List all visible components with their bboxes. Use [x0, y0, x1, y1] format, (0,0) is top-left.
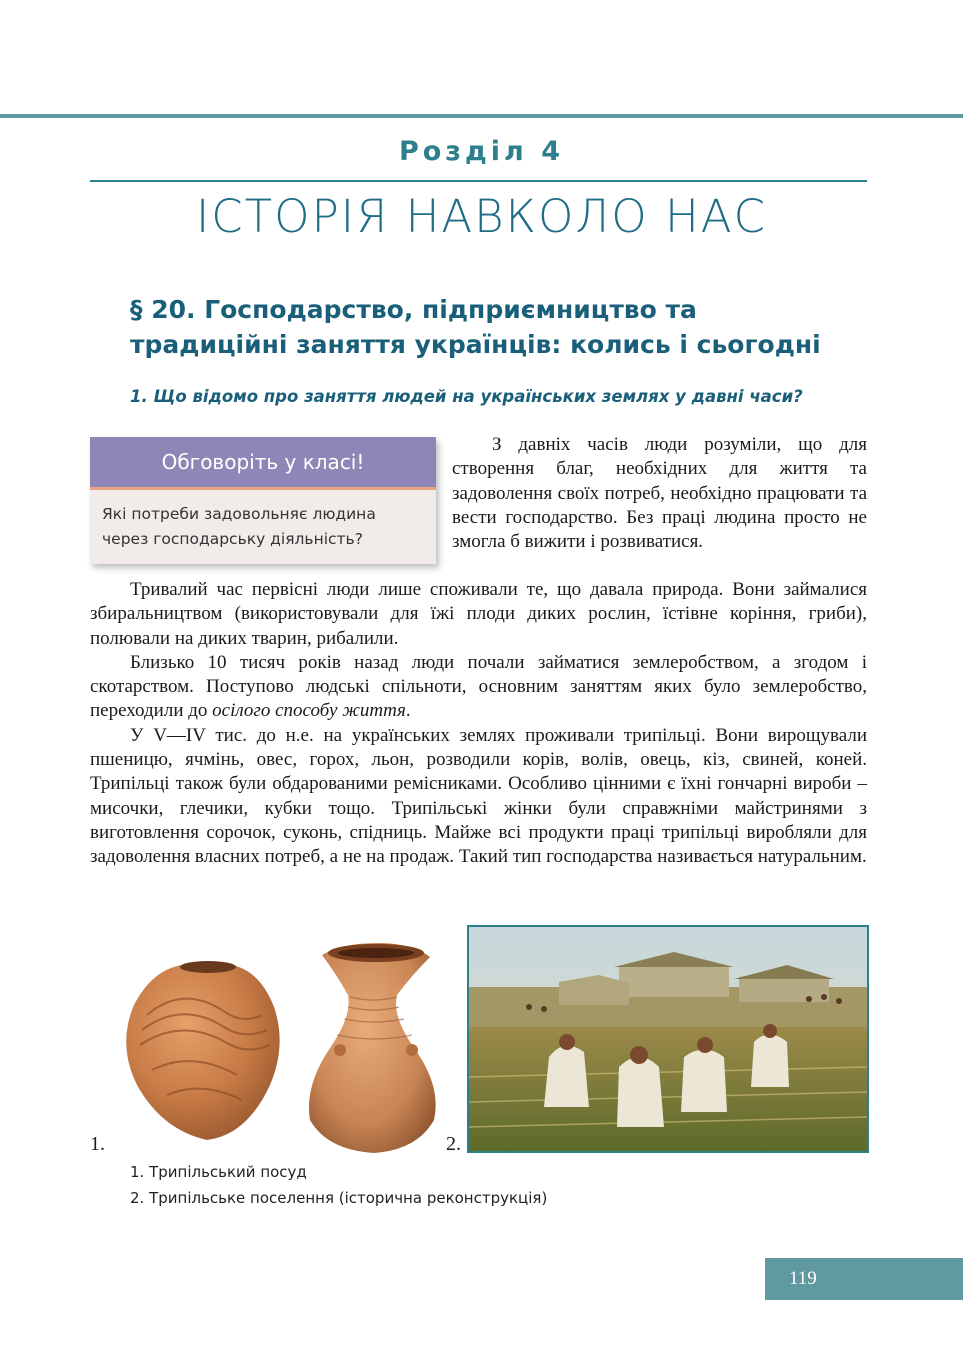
- title-rule: [90, 180, 867, 182]
- discuss-text: Які потреби задовольняє людина через господарську діяльність?: [102, 505, 376, 548]
- trypillian-settlement-image: [467, 925, 869, 1153]
- intro-paragraph: З давніх часів люди розуміли, що для створення благ, необхідних для життя та задоволення своїх потреб, необхідно працювати та вести господарство. Без праці людина просто не змогла б вижити і розвиватися.: [452, 434, 867, 553]
- body-paragraph-2: [90, 651, 867, 724]
- p2-end: .: [405, 700, 411, 722]
- p2-start: Близько 10 тисяч років назад люди почали займатися землеробством, а згодом і скотарством. Поступово людські спільноти, основним заняттям яких було землеробство, переходили до: [90, 651, 867, 722]
- p2-italic: осілого способу життя: [212, 700, 406, 722]
- main-text: [90, 578, 867, 870]
- body-paragraph-3: У V—IV тис. до н.е. на українських землях проживали трипільці. Вони вирощували пшеницю, ячмінь, овес, горох, льон, розводили корів, волів, овець, кіз, свиней, коней. Трипільці також були обдарованими ремісниками. Особливо цінними є їхні гончарні вироби – мисочки, глечики, кубки тощо. Трипільські жінки були справжніми майстринями з виготовлення сорочок, суконь, спідниць. Майже всі продукти праці трипільці виробляли для задоволення власних потреб, а не на продаж. Такий тип господарства називається натуральним.: [90, 724, 867, 868]
- figure-2-number: 2.: [446, 1133, 461, 1155]
- paragraph-title-line1: § 20. Господарство, підприємництво та: [130, 295, 697, 324]
- caption-1: 1. Трипільський посуд: [130, 1163, 307, 1181]
- discuss-box: [90, 437, 436, 564]
- section-label: Розділ 4: [398, 136, 565, 167]
- paragraph-title: [130, 292, 890, 362]
- figure-1-number: 1.: [90, 1133, 105, 1155]
- trypillian-pottery-image: [112, 935, 452, 1160]
- page-number: 119: [765, 1258, 963, 1300]
- question-heading: 1. Що відомо про заняття людей на українських землях у давні часи?: [130, 387, 803, 406]
- discuss-heading: Обговоріть у класі!: [90, 437, 436, 490]
- body-paragraph-1: Тривалий час первісні люди лише споживали те, що давала природа. Вони займалися збиральництвом (використовували для їжі плоди диких рослин, їстівне коріння, гриби), полювали на диких тварин, рибалили.: [90, 579, 867, 649]
- top-rule: [0, 114, 963, 118]
- caption-2: 2. Трипільське поселення (історична реконструкція): [130, 1189, 548, 1207]
- chapter-title: ІСТОРІЯ НАВКОЛО НАС: [195, 190, 767, 243]
- paragraph-title-line2: традиційні заняття українців: колись і сьогодні: [130, 330, 821, 359]
